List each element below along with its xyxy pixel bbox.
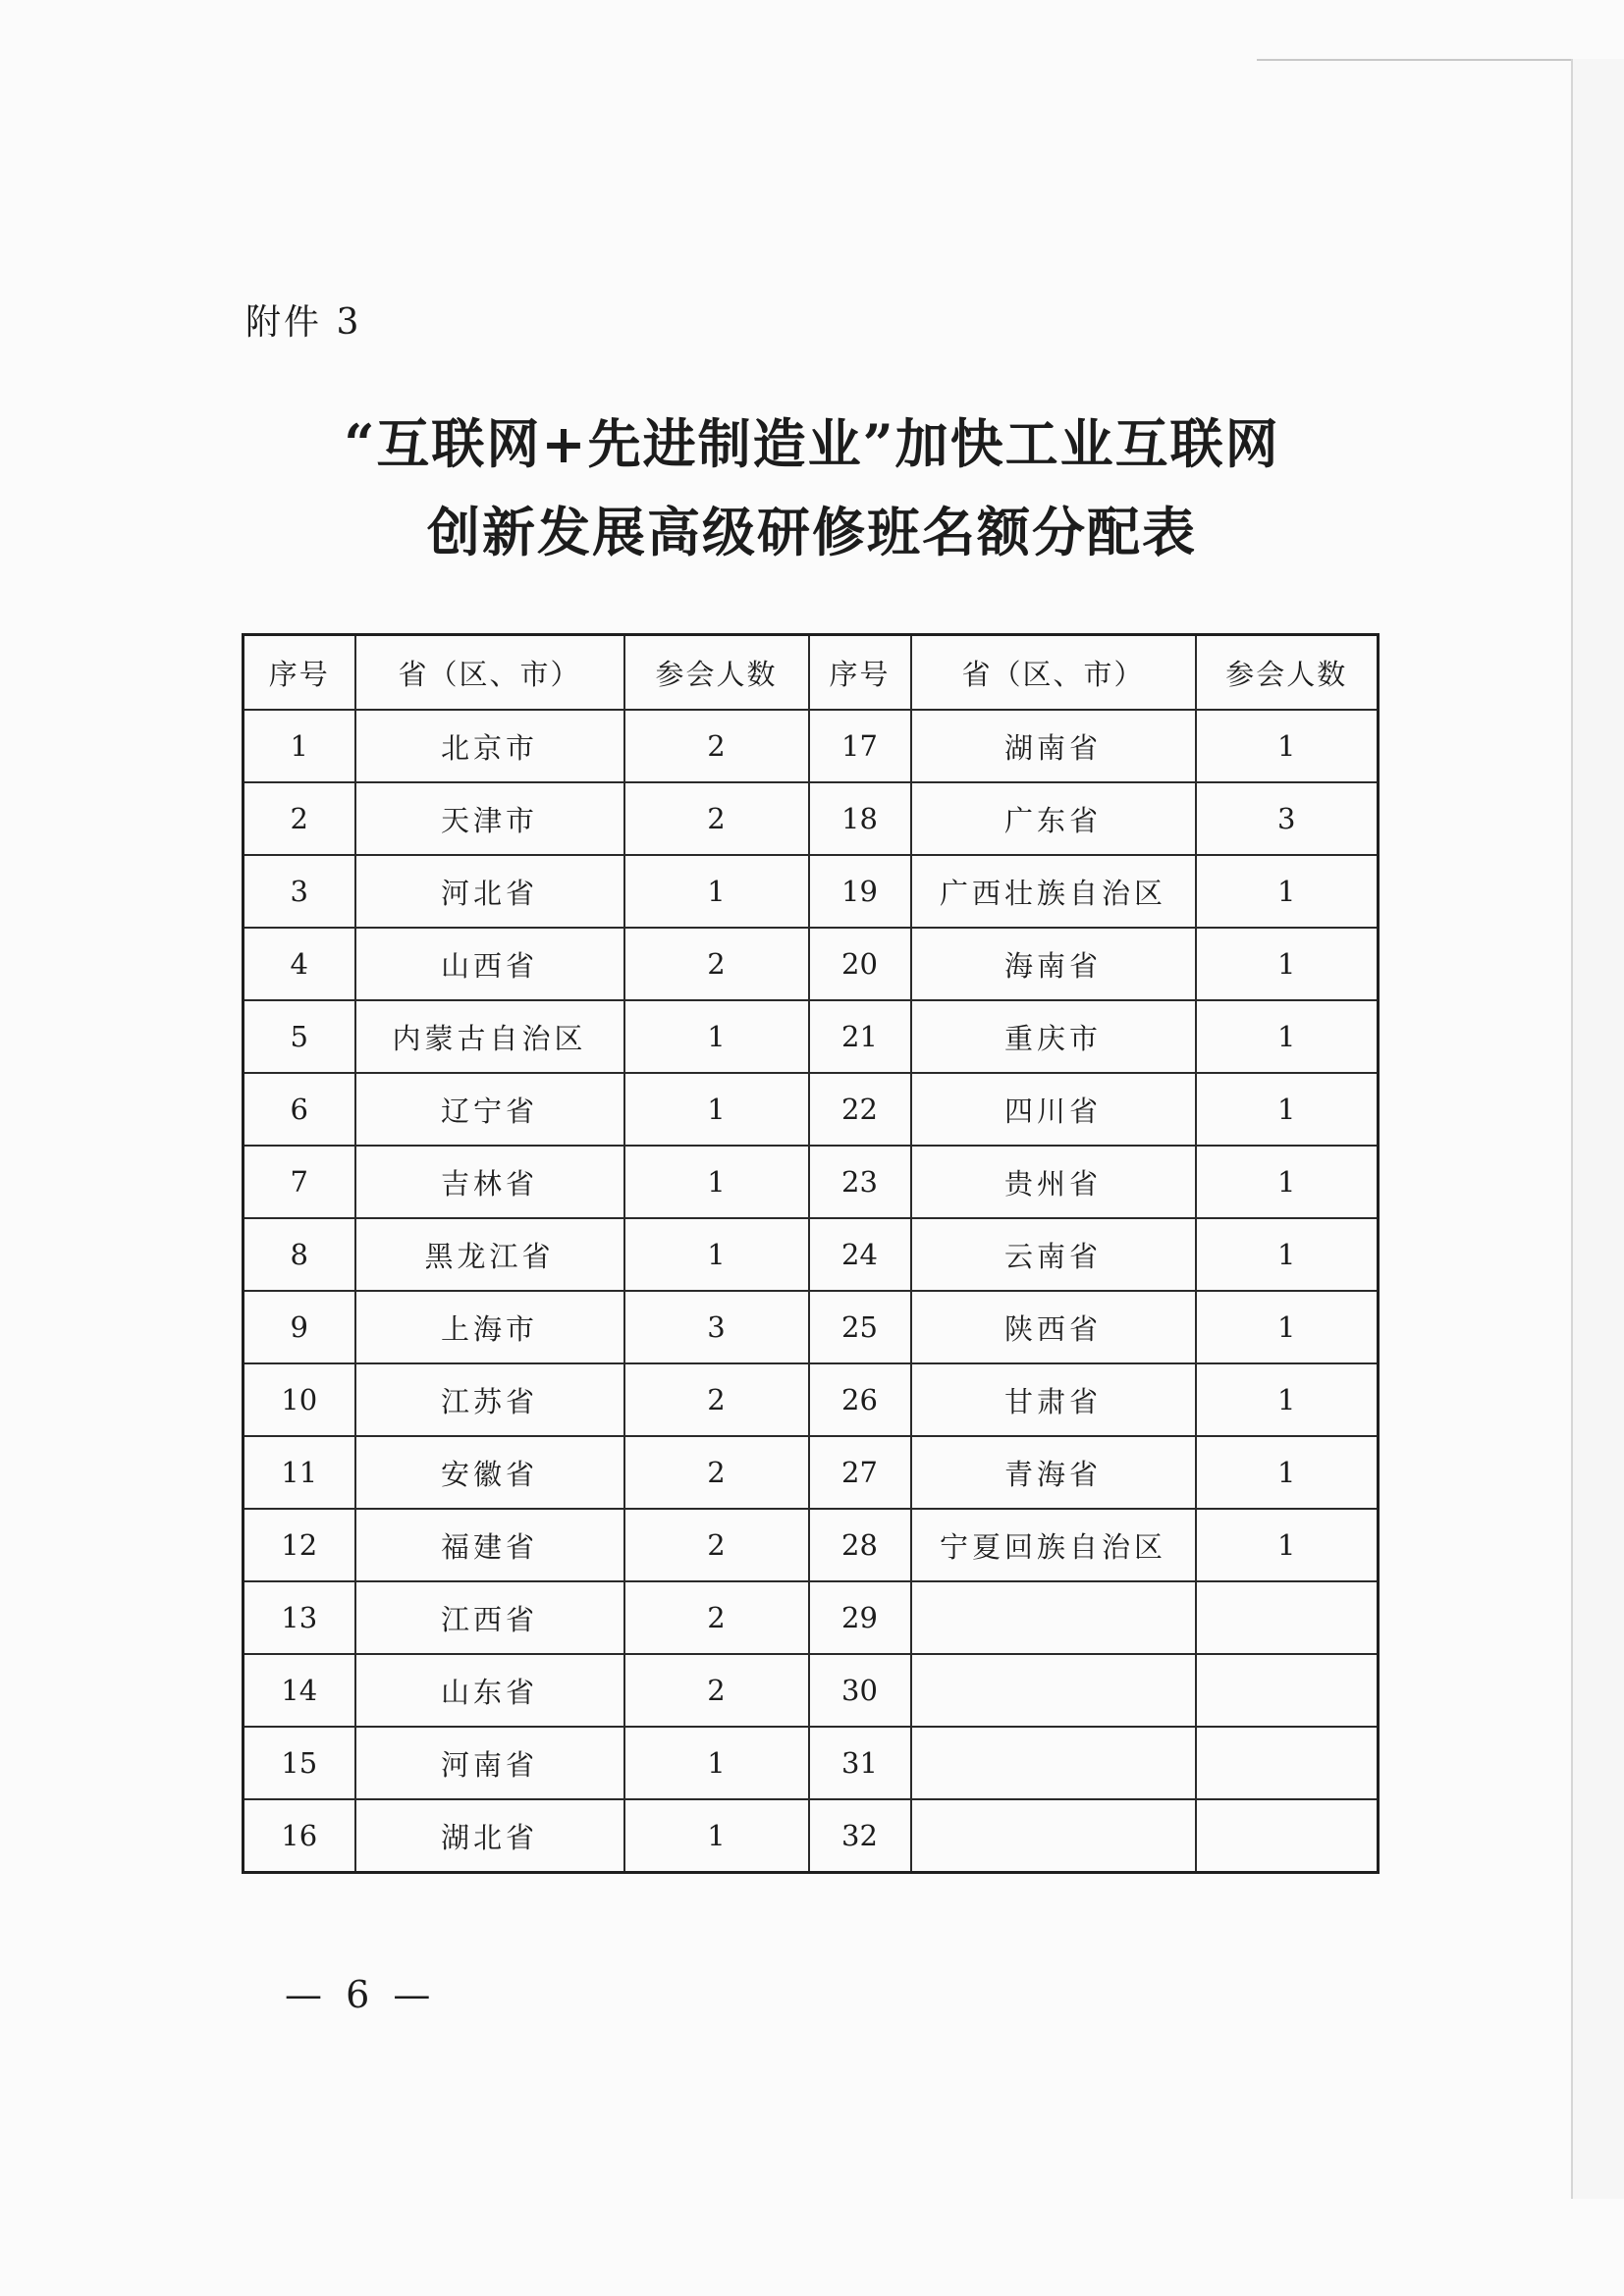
cell-count-right: 1 (1196, 1436, 1379, 1509)
cell-province-left: 吉林省 (355, 1146, 624, 1218)
cell-seq-left: 11 (244, 1436, 355, 1509)
cell-count-left: 1 (624, 1799, 809, 1873)
cell-count-left: 1 (624, 1073, 809, 1146)
cell-count-right: 1 (1196, 1073, 1379, 1146)
header-province-left: 省（区、市） (355, 635, 624, 711)
table-row (244, 1073, 1379, 1146)
cell-province-left: 河北省 (355, 855, 624, 928)
cell-count-right: 1 (1196, 710, 1379, 782)
table-body (244, 710, 1379, 1873)
cell-count-right: 1 (1196, 1291, 1379, 1363)
cell-province-left: 福建省 (355, 1509, 624, 1581)
cell-seq-left: 1 (244, 710, 355, 782)
cell-count-left: 2 (624, 782, 809, 855)
allocation-table (242, 633, 1380, 1874)
table-row (244, 855, 1379, 928)
cell-count-right (1196, 1727, 1379, 1799)
cell-province-right: 宁夏回族自治区 (911, 1509, 1196, 1581)
cell-seq-right: 19 (809, 855, 911, 928)
cell-seq-right: 24 (809, 1218, 911, 1291)
cell-seq-left: 8 (244, 1218, 355, 1291)
cell-seq-right: 32 (809, 1799, 911, 1873)
cell-count-right: 1 (1196, 928, 1379, 1000)
table-row (244, 1436, 1379, 1509)
table-header-row (244, 635, 1379, 711)
cell-province-right: 湖南省 (911, 710, 1196, 782)
cell-province-left: 辽宁省 (355, 1073, 624, 1146)
cell-seq-right: 26 (809, 1363, 911, 1436)
cell-count-right (1196, 1799, 1379, 1873)
cell-seq-left: 2 (244, 782, 355, 855)
cell-seq-left: 16 (244, 1799, 355, 1873)
title-line-1: “互联网+先进制造业”加快工业互联网 (344, 412, 1280, 475)
page-number: — 6 — (285, 1973, 437, 2016)
cell-count-right: 1 (1196, 1218, 1379, 1291)
cell-count-right: 3 (1196, 782, 1379, 855)
cell-seq-left: 13 (244, 1581, 355, 1654)
cell-province-left: 安徽省 (355, 1436, 624, 1509)
cell-count-left: 2 (624, 1436, 809, 1509)
cell-province-right: 广西壮族自治区 (911, 855, 1196, 928)
cell-seq-right: 22 (809, 1073, 911, 1146)
table-row (244, 1727, 1379, 1799)
cell-count-right (1196, 1581, 1379, 1654)
table-row (244, 1509, 1379, 1581)
cell-seq-left: 15 (244, 1727, 355, 1799)
header-count-left: 参会人数 (624, 635, 809, 711)
cell-province-right: 青海省 (911, 1436, 1196, 1509)
cell-count-left: 3 (624, 1291, 809, 1363)
cell-count-left: 1 (624, 1146, 809, 1218)
table-row (244, 1000, 1379, 1073)
cell-province-left: 黑龙江省 (355, 1218, 624, 1291)
cell-province-right (911, 1799, 1196, 1873)
cell-seq-left: 5 (244, 1000, 355, 1073)
cell-province-left: 山西省 (355, 928, 624, 1000)
table-row (244, 1654, 1379, 1727)
cell-seq-right: 29 (809, 1581, 911, 1654)
header-count-right: 参会人数 (1196, 635, 1379, 711)
cell-count-left: 1 (624, 1727, 809, 1799)
table-row (244, 928, 1379, 1000)
cell-province-right: 贵州省 (911, 1146, 1196, 1218)
cell-count-right: 1 (1196, 855, 1379, 928)
header-province-right: 省（区、市） (911, 635, 1196, 711)
cell-seq-right: 20 (809, 928, 911, 1000)
table-row (244, 1799, 1379, 1873)
cell-province-left: 河南省 (355, 1727, 624, 1799)
cell-count-left: 2 (624, 1654, 809, 1727)
cell-count-right: 1 (1196, 1146, 1379, 1218)
cell-count-left: 2 (624, 928, 809, 1000)
cell-count-right (1196, 1654, 1379, 1727)
cell-province-right (911, 1727, 1196, 1799)
cell-province-right: 海南省 (911, 928, 1196, 1000)
cell-count-left: 2 (624, 1363, 809, 1436)
table-row (244, 710, 1379, 782)
cell-province-right (911, 1654, 1196, 1727)
cell-count-left: 2 (624, 1509, 809, 1581)
table-row (244, 1581, 1379, 1654)
cell-seq-right: 21 (809, 1000, 911, 1073)
cell-seq-right: 17 (809, 710, 911, 782)
cell-province-left: 湖北省 (355, 1799, 624, 1873)
cell-province-left: 内蒙古自治区 (355, 1000, 624, 1073)
cell-seq-right: 31 (809, 1727, 911, 1799)
cell-province-right: 云南省 (911, 1218, 1196, 1291)
attachment-label: 附件 3 (245, 302, 362, 343)
cell-seq-left: 6 (244, 1073, 355, 1146)
cell-province-right: 重庆市 (911, 1000, 1196, 1073)
cell-province-right: 广东省 (911, 782, 1196, 855)
scan-page-edge (1571, 59, 1624, 2199)
cell-province-right: 四川省 (911, 1073, 1196, 1146)
table-row (244, 1146, 1379, 1218)
table-row (244, 782, 1379, 855)
cell-seq-left: 4 (244, 928, 355, 1000)
cell-seq-right: 30 (809, 1654, 911, 1727)
cell-province-left: 上海市 (355, 1291, 624, 1363)
cell-count-left: 2 (624, 710, 809, 782)
table-row (244, 1218, 1379, 1291)
cell-province-right (911, 1581, 1196, 1654)
cell-count-left: 1 (624, 855, 809, 928)
cell-seq-left: 9 (244, 1291, 355, 1363)
header-seq-left: 序号 (244, 635, 355, 711)
cell-count-right: 1 (1196, 1509, 1379, 1581)
cell-province-right: 甘肃省 (911, 1363, 1196, 1436)
cell-province-left: 天津市 (355, 782, 624, 855)
cell-seq-right: 23 (809, 1146, 911, 1218)
cell-province-left: 江西省 (355, 1581, 624, 1654)
cell-seq-left: 7 (244, 1146, 355, 1218)
title-line-2: 创新发展高级研修班名额分配表 (427, 501, 1197, 563)
cell-count-right: 1 (1196, 1000, 1379, 1073)
header-seq-right: 序号 (809, 635, 911, 711)
cell-seq-right: 25 (809, 1291, 911, 1363)
cell-seq-left: 3 (244, 855, 355, 928)
table-row (244, 1291, 1379, 1363)
cell-seq-right: 28 (809, 1509, 911, 1581)
cell-province-left: 山东省 (355, 1654, 624, 1727)
cell-count-left: 1 (624, 1000, 809, 1073)
cell-seq-left: 12 (244, 1509, 355, 1581)
cell-count-left: 2 (624, 1581, 809, 1654)
cell-count-left: 1 (624, 1218, 809, 1291)
cell-count-right: 1 (1196, 1363, 1379, 1436)
cell-seq-left: 14 (244, 1654, 355, 1727)
table-row (244, 1363, 1379, 1436)
cell-seq-right: 18 (809, 782, 911, 855)
cell-province-right: 陕西省 (911, 1291, 1196, 1363)
cell-province-left: 江苏省 (355, 1363, 624, 1436)
scan-top-rule (1257, 59, 1591, 61)
cell-seq-left: 10 (244, 1363, 355, 1436)
cell-province-left: 北京市 (355, 710, 624, 782)
cell-seq-right: 27 (809, 1436, 911, 1509)
